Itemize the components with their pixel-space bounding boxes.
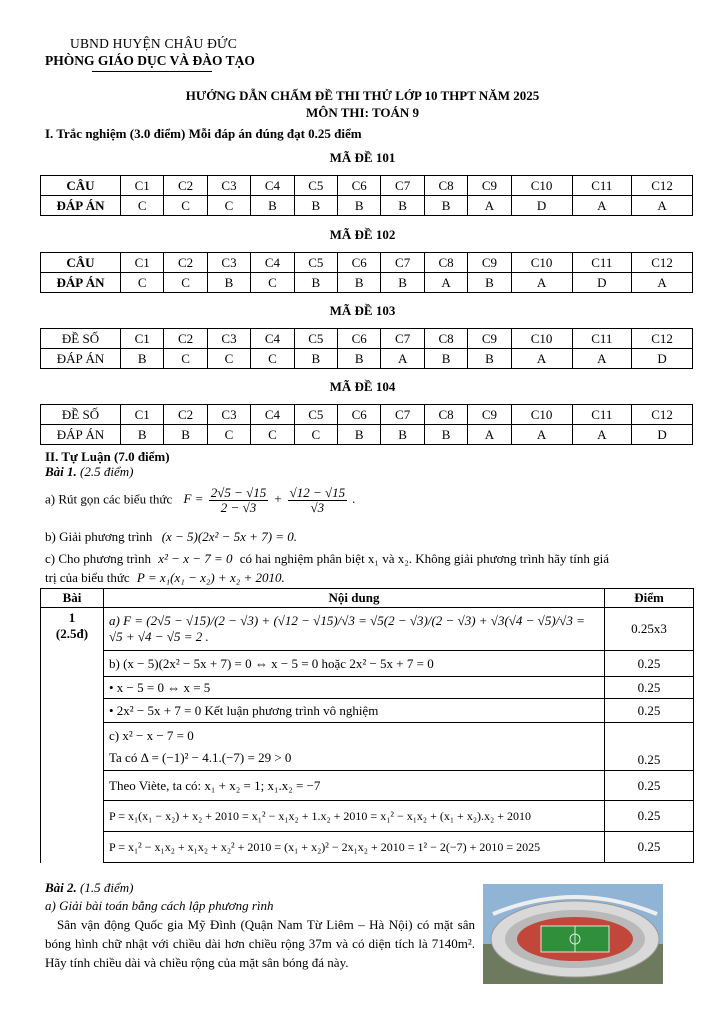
answer-cell: C [251, 425, 294, 445]
question-cell: C7 [381, 405, 424, 425]
answer-table-101 [40, 175, 693, 216]
answer-cell: B [164, 425, 207, 445]
question-cell: C9 [468, 176, 511, 196]
question-row [41, 176, 693, 196]
answer-table-102 [40, 252, 693, 293]
bai1-c [45, 551, 609, 567]
bai1-label: Bài 1. [45, 464, 77, 479]
answer-cell: B [338, 196, 381, 216]
question-cell: C3 [207, 253, 250, 273]
answer-cell: A [572, 425, 632, 445]
dept-name: PHÒNG GIÁO DỤC VÀ ĐÀO TẠO [45, 53, 255, 68]
row-label: ĐỀ SỐ [41, 405, 121, 425]
bai1-a [45, 486, 356, 515]
question-cell: C2 [164, 253, 207, 273]
answer-cell: B [338, 425, 381, 445]
row-points: 0.25 [605, 699, 694, 723]
answer-cell: B [338, 273, 381, 293]
answer-cell: A [632, 196, 693, 216]
question-cell: C9 [468, 405, 511, 425]
bai1-b [45, 529, 297, 545]
col-bai: Bài [41, 589, 104, 608]
question-cell: C1 [121, 176, 164, 196]
row-content-line2: Ta có Δ = (−1)² − 4.1.(−7) = 29 > 0 [109, 749, 292, 765]
row-label: ĐỀ SỐ [41, 329, 121, 349]
answer-cell: A [632, 273, 693, 293]
table-row [41, 677, 694, 699]
bai1-c-text3: trị của biểu thức [45, 570, 130, 585]
row-points: 0.25 [605, 677, 694, 699]
bai1-c-formula: x² − x − 7 = 0 [158, 551, 233, 566]
answer-cell: B [338, 349, 381, 369]
header-underline [92, 71, 212, 72]
stadium-photo [483, 884, 663, 984]
answer-cell: B [424, 196, 467, 216]
answer-cell: B [381, 425, 424, 445]
row-label: ĐÁP ÁN [41, 425, 121, 445]
question-cell: C7 [381, 176, 424, 196]
row-points: 0.25 [605, 771, 694, 801]
row-content: a) F = (2√5 − √15)/(2 − √3) + (√12 − √15)/√3 = √5(2 − √3)/(2 − √3) + √3(√4 − √5)/√3 = √5 + √4 − √5 = 2 . [104, 608, 605, 651]
answer-cell: B [207, 273, 250, 293]
question-cell: C8 [424, 176, 467, 196]
answer-cell: B [294, 196, 337, 216]
question-cell: C6 [338, 405, 381, 425]
question-row [41, 253, 693, 273]
question-cell: C2 [164, 329, 207, 349]
question-cell: C8 [424, 405, 467, 425]
question-cell: C12 [632, 405, 693, 425]
answer-row [41, 349, 693, 369]
bai1-a-formula: F = $\frac{2√5 - √15}{2 - √3}$ + $\frac{√12 - √15}{√3}$ . [183, 485, 356, 515]
question-cell: C5 [294, 405, 337, 425]
answer-cell: B [424, 425, 467, 445]
bai2-title [45, 880, 133, 896]
bai2-a: a) Giải bài toán bằng cách lập phương rình [45, 898, 274, 913]
org-name: UBND HUYỆN CHÂU ĐỨC [70, 36, 237, 51]
row-content: P = x₁² − x₁x₂ + x₁x₂ + x₂² + 2010 = (x₁ + x₂)² − 2x₁x₂ + 2010 = 1² − 2(−7) + 2010 = 2025 [104, 832, 605, 863]
answer-cell: D [511, 196, 572, 216]
question-cell: C1 [121, 405, 164, 425]
row-label: CÂU [41, 253, 121, 273]
question-row [41, 405, 693, 425]
question-cell: C4 [251, 253, 294, 273]
answer-cell: C [164, 273, 207, 293]
question-cell: C2 [164, 405, 207, 425]
question-cell: C12 [632, 176, 693, 196]
answer-cell: C [207, 196, 250, 216]
code-102: MÃ ĐỀ 102 [329, 227, 396, 242]
row-content: b) (x − 5)(2x² − 5x + 7) = 0 ⇔ x − 5 = 0 hoặc 2x² − 5x + 7 = 0 [104, 651, 605, 677]
answer-cell: C [251, 349, 294, 369]
code-101: MÃ ĐỀ 101 [329, 150, 396, 165]
question-cell: C8 [424, 329, 467, 349]
question-row [41, 329, 693, 349]
code-104: MÃ ĐỀ 104 [329, 379, 396, 394]
row-content: Theo Viète, ta có: x₁ + x₂ = 1; x₁.x₂ = −7 [104, 771, 605, 801]
row-content: • x − 5 = 0 ⇔ x = 5 [104, 677, 605, 699]
answer-cell: C [294, 425, 337, 445]
stadium-illustration [483, 884, 663, 984]
answer-cell: B [468, 273, 511, 293]
question-cell: C10 [511, 405, 572, 425]
col-content: Nội dung [104, 589, 605, 608]
answer-cell: A [468, 425, 511, 445]
table-row [41, 832, 694, 863]
question-cell: C6 [338, 329, 381, 349]
table-row [41, 801, 694, 832]
row-label: ĐÁP ÁN [41, 196, 121, 216]
answer-cell: C [207, 425, 250, 445]
question-cell: C5 [294, 329, 337, 349]
question-cell: C11 [572, 405, 632, 425]
doc-subject: MÔN THI: TOÁN 9 [305, 105, 420, 120]
answer-cell: A [381, 349, 424, 369]
bai1-c-text1: c) Cho phương trình [45, 551, 151, 566]
row-points: 0.25x3 [605, 608, 694, 651]
bai2-label: Bài 2. [45, 880, 77, 895]
bai-cell [41, 608, 104, 863]
answer-cell: D [572, 273, 632, 293]
part1-heading: I. Trắc nghiệm (3.0 điểm) Mỗi đáp án đúng đạt 0.25 điểm [45, 126, 362, 141]
question-cell: C4 [251, 176, 294, 196]
bai1-a-text: a) Rút gọn các biểu thức [45, 491, 173, 507]
col-points: Điểm [605, 589, 694, 608]
part2-heading: II. Tự Luận (7.0 điểm) [45, 449, 170, 464]
answer-cell: A [511, 349, 572, 369]
bai1-b-text: b) Giải phương trình [45, 529, 153, 544]
answer-cell: C [164, 196, 207, 216]
question-cell: C1 [121, 253, 164, 273]
answer-cell: B [381, 273, 424, 293]
question-cell: C11 [572, 253, 632, 273]
answer-cell: B [121, 349, 164, 369]
row-points: 0.25 [605, 723, 694, 771]
answer-cell: B [251, 196, 294, 216]
question-cell: C10 [511, 176, 572, 196]
table-row [41, 723, 694, 771]
bai1-c-line2 [45, 570, 285, 586]
answer-cell: C [164, 349, 207, 369]
bai1-b-formula: (x − 5)(2x² − 5x + 7) = 0. [161, 529, 298, 544]
question-cell: C6 [338, 176, 381, 196]
answer-table-103 [40, 328, 693, 369]
answer-cell: A [511, 273, 572, 293]
question-cell: C11 [572, 329, 632, 349]
answer-cell: A [511, 425, 572, 445]
row-content [104, 723, 605, 771]
question-cell: C3 [207, 176, 250, 196]
question-cell: C10 [511, 329, 572, 349]
question-cell: C7 [381, 329, 424, 349]
table-row [41, 651, 694, 677]
answer-row [41, 196, 693, 216]
question-cell: C3 [207, 329, 250, 349]
question-cell: C8 [424, 253, 467, 273]
answer-cell: D [632, 349, 693, 369]
row-points: 0.25 [605, 801, 694, 832]
question-cell: C10 [511, 253, 572, 273]
question-cell: C6 [338, 253, 381, 273]
question-cell: C4 [251, 405, 294, 425]
question-cell: C2 [164, 176, 207, 196]
answer-cell: C [121, 273, 164, 293]
question-cell: C9 [468, 329, 511, 349]
answer-cell: C [121, 196, 164, 216]
answer-cell: B [381, 196, 424, 216]
bai2-paragraph: Sân vận động Quốc gia Mỹ Đình (Quận Nam Từ Liêm – Hà Nội) có mặt sân bóng hình chữ nhật với chiều dài hơn chiều rộng 37m và có diện tích là 7140m². Hãy tính chiều dài và chiều rộng của mặt sân bóng đá này. [45, 917, 475, 970]
table-row [41, 699, 694, 723]
row-label: CÂU [41, 176, 121, 196]
question-cell: C11 [572, 176, 632, 196]
question-cell: C12 [632, 329, 693, 349]
question-cell: C1 [121, 329, 164, 349]
answer-cell: B [424, 349, 467, 369]
bai1-title [45, 464, 133, 480]
question-cell: C4 [251, 329, 294, 349]
question-cell: C9 [468, 253, 511, 273]
row-label: ĐÁP ÁN [41, 349, 121, 369]
row-label: ĐÁP ÁN [41, 273, 121, 293]
answer-cell: B [294, 273, 337, 293]
row-points: 0.25 [605, 832, 694, 863]
answer-cell: B [121, 425, 164, 445]
answer-cell: B [468, 349, 511, 369]
row-points: 0.25 [605, 651, 694, 677]
answer-cell: A [572, 196, 632, 216]
answer-cell: A [424, 273, 467, 293]
bai1-c-formula2: P = x₁(x₁ − x₂) + x₂ + 2010. [136, 570, 285, 585]
answer-cell: A [468, 196, 511, 216]
bai-points: (2.5đ) [55, 626, 89, 641]
solution-table [40, 588, 694, 863]
answer-cell: B [294, 349, 337, 369]
question-cell: C12 [632, 253, 693, 273]
bai1-points: (2.5 điểm) [80, 464, 134, 479]
question-cell: C5 [294, 253, 337, 273]
bai2-points: (1.5 điểm) [80, 880, 134, 895]
answer-table-104 [40, 404, 693, 445]
table-row [41, 771, 694, 801]
row-content-line1: c) x² − x − 7 = 0 [109, 727, 194, 743]
bai1-c-text2: có hai nghiệm phân biệt x₁ và x₂. Không giải phương trình hãy tính giá [239, 551, 609, 566]
code-103: MÃ ĐỀ 103 [329, 303, 396, 318]
question-cell: C5 [294, 176, 337, 196]
answer-cell: A [572, 349, 632, 369]
answer-cell: D [632, 425, 693, 445]
answer-row [41, 425, 693, 445]
row-content: P = x₁(x₁ − x₂) + x₂ + 2010 = x₁² − x₁x₂ + 1.x₂ + 2010 = x₁² − x₁x₂ + (x₁ + x₂).x₂ + 2010 [104, 801, 605, 832]
table-row [41, 608, 694, 651]
question-cell: C3 [207, 405, 250, 425]
answer-row [41, 273, 693, 293]
doc-title: HƯỚNG DẪN CHẤM ĐỀ THI THỬ LỚP 10 THPT NĂM 2025 [185, 88, 540, 103]
answer-cell: C [207, 349, 250, 369]
bai-number: 1 [68, 610, 76, 625]
question-cell: C7 [381, 253, 424, 273]
row-content: • 2x² − 5x + 7 = 0 Kết luận phương trình vô nghiệm [104, 699, 605, 723]
answer-cell: C [251, 273, 294, 293]
